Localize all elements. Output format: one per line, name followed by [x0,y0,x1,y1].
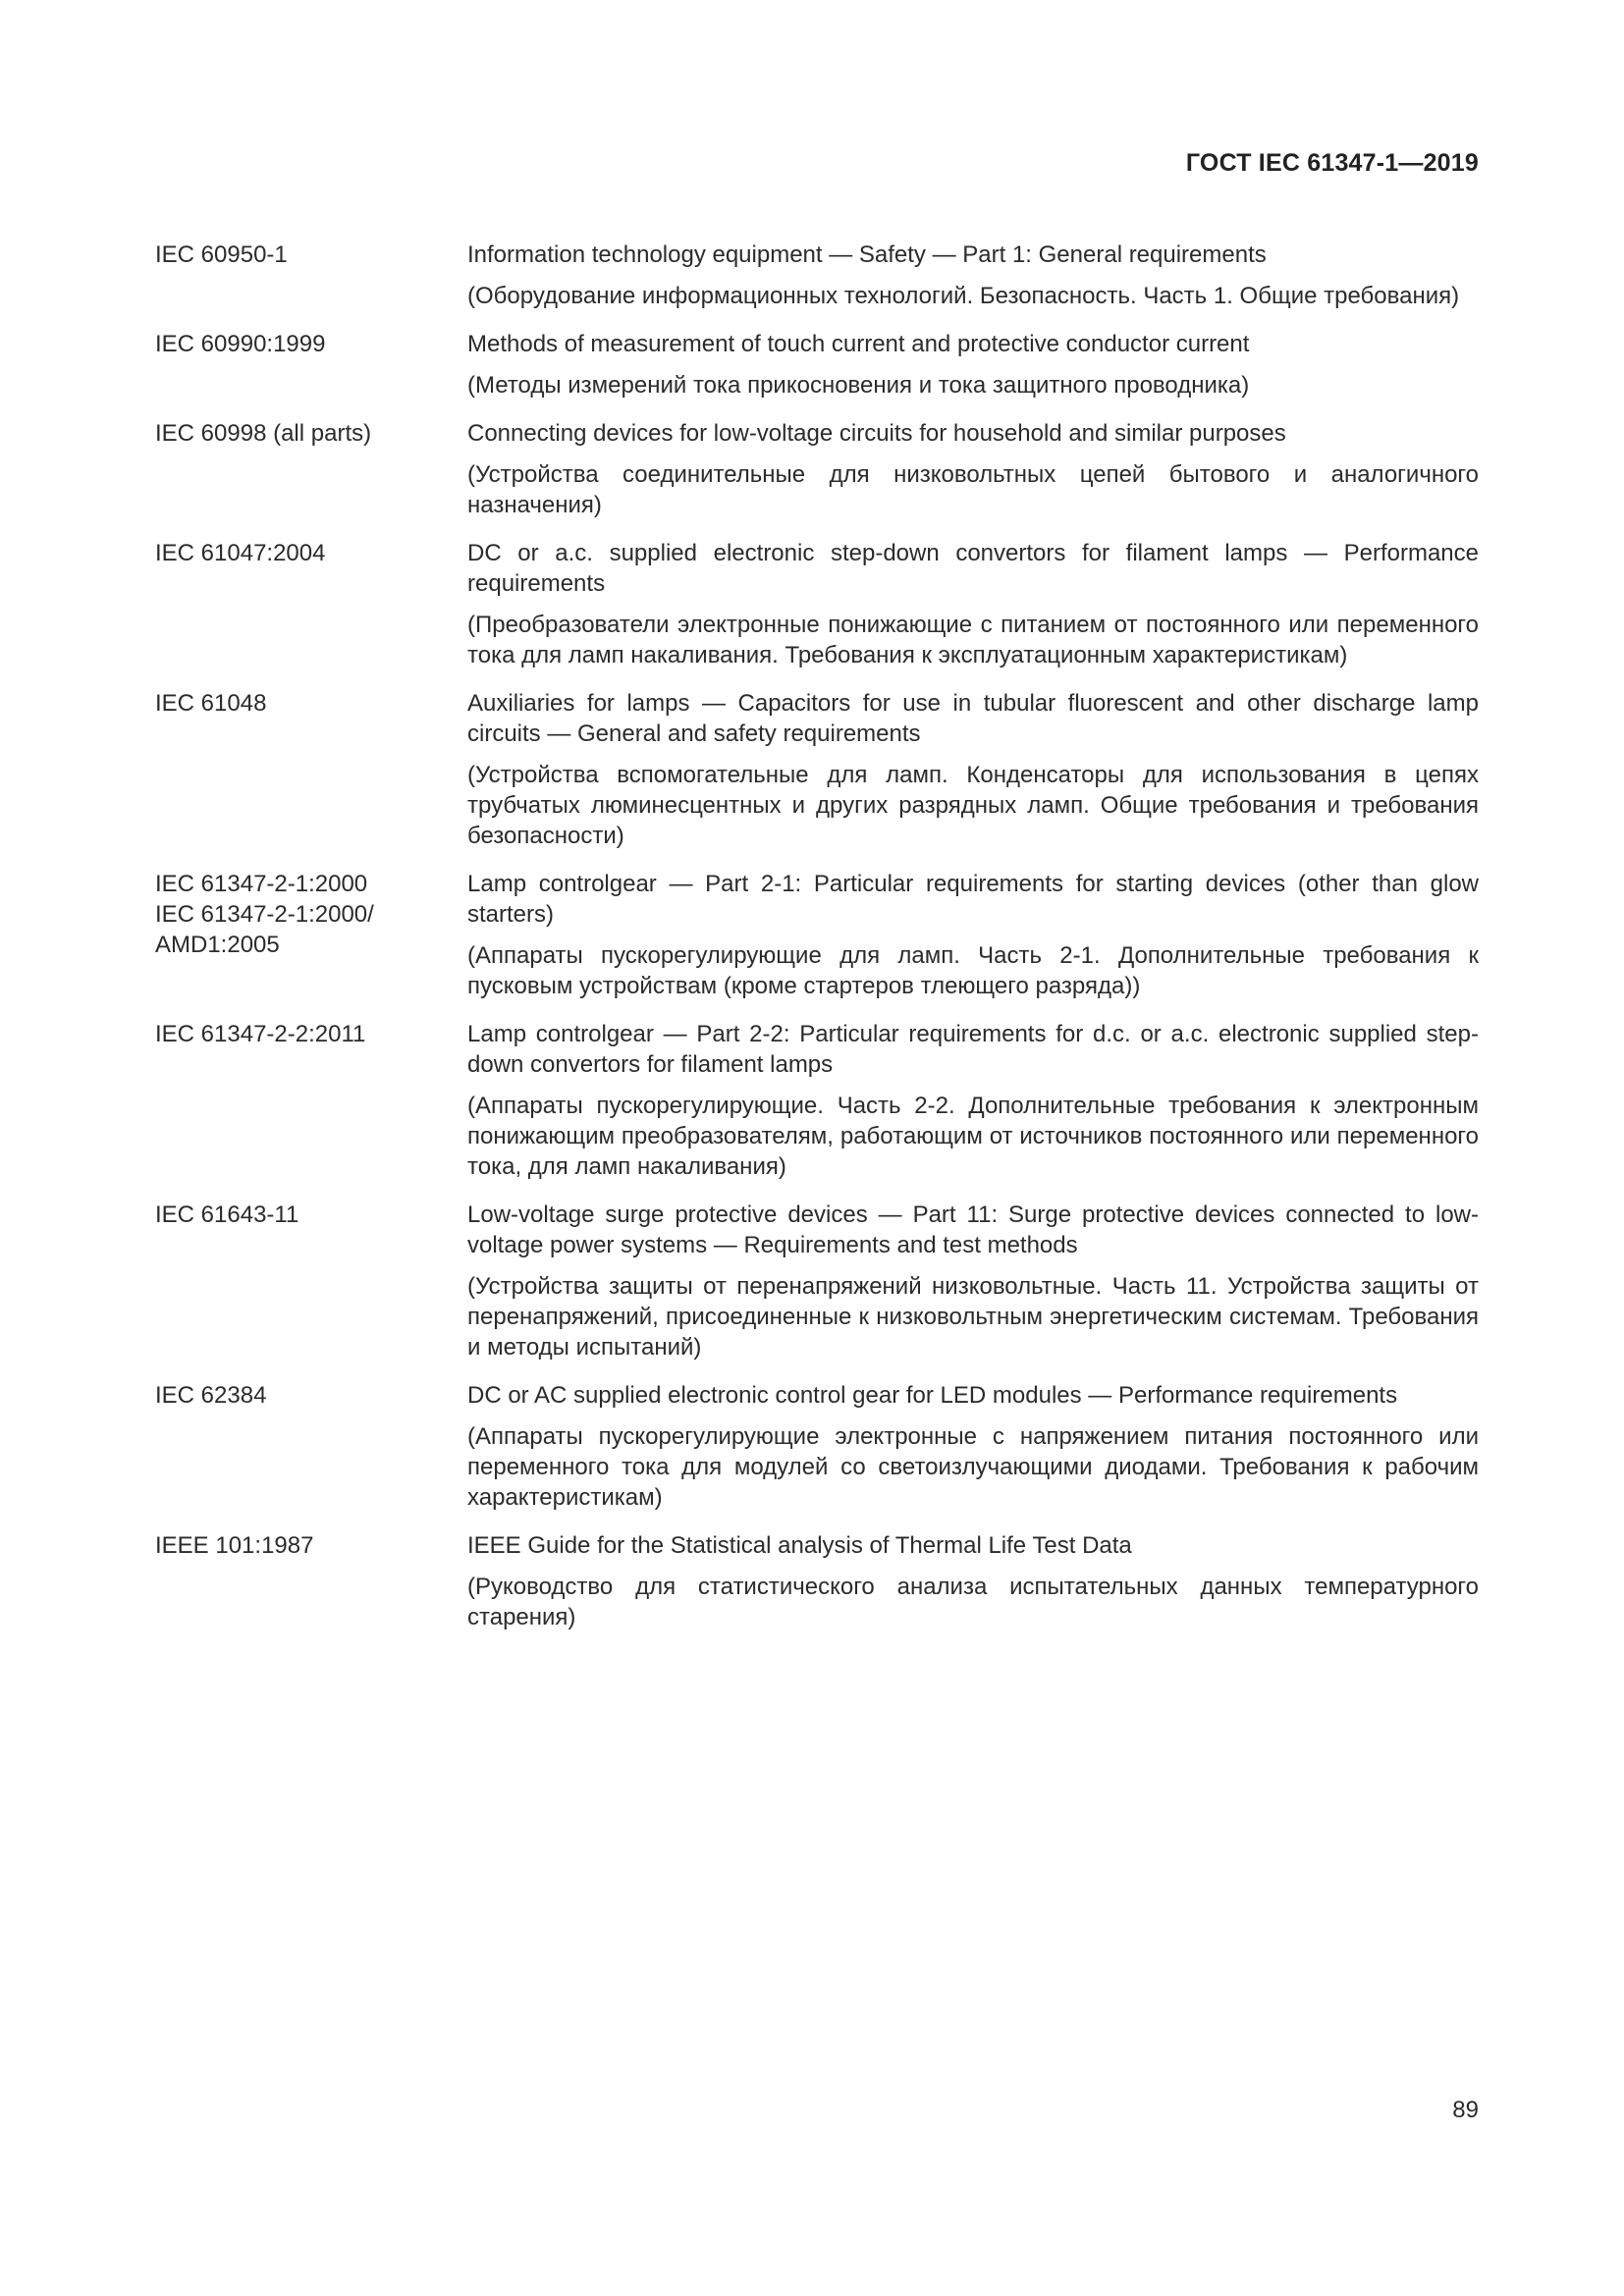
reference-row [155,538,1479,670]
reference-code: AMD1:2005 [155,932,280,958]
normative-references-list [155,240,1479,1650]
reference-code: IEC 60990:1999 [155,331,326,357]
reference-description [467,869,1479,1001]
reference-translation: (Аппараты пускорегулирующие для ламп. Часть 2-1. Дополнительные требования к пусковым устройствам (кроме стартеров тлеющего разряда)) [467,942,1479,999]
reference-row [155,869,1479,1001]
reference-description [467,538,1479,670]
reference-code: IEC 61643-11 [155,1201,299,1228]
reference-codes [155,1200,467,1230]
reference-code: IEC 60950-1 [155,241,288,268]
reference-description [467,1530,1479,1632]
reference-code: IEC 62384 [155,1382,267,1409]
reference-codes [155,688,467,719]
reference-description [467,240,1479,311]
document-header-id: ГОСТ IEC 61347-1—2019 [1185,149,1479,177]
reference-title: Methods of measurement of touch current and protective conductor current [467,331,1250,357]
reference-translation: (Методы измерений тока прикосновения и тока защитного проводника) [467,372,1250,399]
reference-codes [155,538,467,568]
reference-title: Lamp controlgear — Part 2-1: Particular requirements for starting devices (other than glow starters) [467,871,1479,928]
reference-code: IEC 61347-2-1:2000/ [155,901,374,928]
reference-title: Low-voltage surge protective devices — Part 11: Surge protective devices connected to low-voltage power systems — Requirements and test methods [467,1201,1479,1258]
reference-translation: (Устройства вспомогательные для ламп. Конденсаторы для использования в цепях трубчатых люминесцентных и других разрядных ламп. Общие требования и требования безопасности) [467,762,1479,849]
reference-translation: (Аппараты пускорегулирующие электронные с напряжением питания постоянного или переменного тока для модулей со светоизлучающими диодами. Требования к рабочим характеристикам) [467,1423,1479,1511]
reference-code: IEC 61048 [155,690,267,717]
reference-row [155,329,1479,400]
reference-translation: (Оборудование информационных технологий. Безопасность. Часть 1. Общие требования) [467,283,1460,309]
reference-row [155,1380,1479,1513]
reference-codes [155,240,467,270]
reference-description [467,1200,1479,1362]
reference-translation: (Устройства соединительные для низковольтных цепей бытового и аналогичного назначения) [467,461,1479,518]
reference-title: IEEE Guide for the Statistical analysis of Thermal Life Test Data [467,1532,1132,1559]
reference-title: Auxiliaries for lamps — Capacitors for use in tubular fluorescent and other discharge lamp circuits — General and safety requirements [467,690,1479,747]
reference-title: DC or a.c. supplied electronic step-down convertors for filament lamps — Performance requirements [467,540,1479,597]
reference-codes [155,329,467,359]
reference-description [467,329,1479,400]
reference-description [467,1019,1479,1182]
reference-codes [155,869,467,960]
reference-translation: (Устройства защиты от перенапряжений низковольтные. Часть 11. Устройства защиты от перенапряжений, присоединенные к низковольтным энергетическим системам. Требования и методы испытаний) [467,1273,1479,1361]
reference-code: IEC 61047:2004 [155,540,326,566]
reference-code: IEC 61347-2-2:2011 [155,1021,366,1047]
reference-row [155,240,1479,311]
reference-title: Information technology equipment — Safety — Part 1: General requirements [467,241,1267,268]
reference-codes [155,418,467,449]
reference-codes [155,1380,467,1411]
reference-translation: (Преобразователи электронные понижающие с питанием от постоянного или переменного тока для ламп накаливания. Требования к эксплуатационным характеристикам) [467,612,1479,668]
reference-code: IEC 60998 (all parts) [155,420,372,447]
reference-codes [155,1530,467,1561]
reference-row [155,688,1479,851]
reference-title: Lamp controlgear — Part 2-2: Particular requirements for d.c. or a.c. electronic supplied step-down convertors for filament lamps [467,1021,1479,1078]
reference-description [467,418,1479,520]
reference-translation: (Аппараты пускорегулирующие. Часть 2-2. Дополнительные требования к электронным понижающим преобразователям, работающим от источников постоянного или переменного тока, для ламп накаливания) [467,1093,1479,1180]
reference-description [467,688,1479,851]
reference-title: DC or AC supplied electronic control gear for LED modules — Performance requirements [467,1382,1398,1409]
page-number: 89 [1452,2097,1479,2123]
reference-code: IEEE 101:1987 [155,1532,314,1559]
reference-title: Connecting devices for low-voltage circuits for household and similar purposes [467,420,1286,447]
reference-code: IEC 61347-2-1:2000 [155,871,368,897]
reference-translation: (Руководство для статистического анализа испытательных данных температурного старения) [467,1574,1479,1630]
reference-row [155,1019,1479,1182]
reference-row [155,1530,1479,1632]
reference-description [467,1380,1479,1513]
reference-row [155,418,1479,520]
reference-row [155,1200,1479,1362]
reference-codes [155,1019,467,1049]
